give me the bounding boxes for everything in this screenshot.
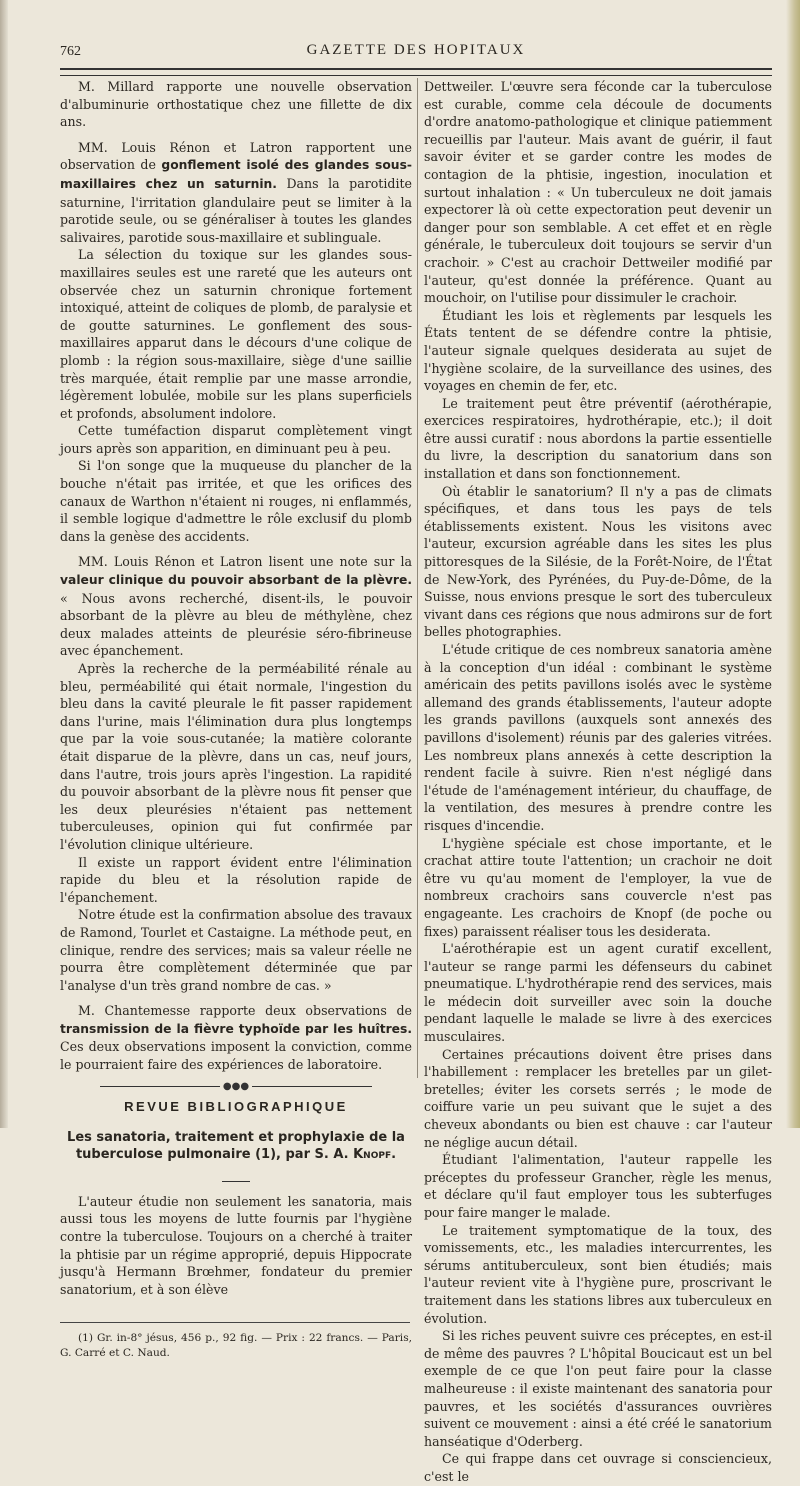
paragraph-symptomatique: Le traitement symptomatique de la toux, des vomissements, etc., les maladies intercurrentes, les sérums antituberculeux, sont bien étudiés; mais l'auteur revient vite à l'hygiène pure, proscrivant le traitement dans les stations libres aux tuberculeux en évolution.	[424, 1222, 772, 1326]
paragraph-dettweiler: Dettweiler. L'œuvre sera féconde car la tuberculose est curable, comme cela découle de documents d'ordre anatomo-pathologique et clinique patiemment recueillis par l'auteur. Mais avant de guérir, il faut savoir éviter et se garder contre les modes de contagion de la phtisie, ingestion, inoculation et surtout inhalation : « Un tuberculeux ne doit jamais expectorer là où cette expectoration peut devenir un danger pour son semblable. A cet effet et en règle générale, le tuberculeux doit toujours se servir d'un crachoir. » C'est au crachoir Dettweiler modifié par l'auteur, qu'est donnée la préférence. Quant au mouchoir, on l'utilise pour dissimuler le crachoir.	[424, 79, 772, 306]
paragraph-rapport: Il existe un rapport évident entre l'élimination rapide du bleu et la résolution rapide de l'épanchement.	[60, 854, 412, 905]
paragraph-tumefaction: Cette tuméfaction disparut complètement vingt jours après son apparition, en diminuant peu à peu.	[60, 423, 412, 456]
page-header	[60, 42, 772, 64]
paragraph-etude-critique: L'étude critique de ces nombreux sanatoria amène à la conception d'un idéal : combinant le système américain des petits pavillons isolés avec le système allemand des grands établissements, l'auteur adopte les grands pavillons (auxquels sont annexés des pavillons d'isolement) réunis par des galeries vitrées. Les nombreux plans annexés à cette description la rendent facile à suivre. Rien n'est négligé dans l'étude de l'aménagement intérieur, du chauffage, de la ventilation, des mesures à prendre contre les risques d'incendie.	[424, 642, 772, 833]
paragraph-hygiene: L'hygiène spéciale est chose importante, et le crachat attire toute l'attention; un crachoir ne doit être vu qu'au moment de l'employer, la vue de nombreux crachoirs sans couvercle n'est pas engageante. Les crachoirs de Knopf (de poche ou fixes) paraissent réaliser tous les desiderata.	[424, 835, 772, 939]
left-column	[60, 78, 412, 1361]
footnote-rule	[60, 1322, 410, 1323]
renon-rest-text: Dans la parotidite saturnine, l'irritation glandulaire peut se limiter à la parotide seule, ou se généraliser à toutes les glandes salivaires, parotide sous-maxillaire et sublinguale.	[60, 175, 412, 245]
renon-intro-text: MM. Louis Rénon et Latron rapportent une observation de	[60, 139, 412, 173]
page-edge-right	[786, 0, 800, 1128]
paragraph-alimentation: Étudiant l'alimentation, l'auteur rappelle les préceptes du professeur Grancher, règle les menus, et déclare qu'il faut employer tous les subterfuges pour faire manger le malade.	[424, 1152, 772, 1220]
valeur-intro-text: MM. Louis Rénon et Latron lisent une note sur la	[78, 554, 412, 570]
paragraph-selection: La sélection du toxique sur les glandes sous-maxillaires seules est une rareté que les auteurs ont observée chez un saturnin chronique fortement intoxiqué, atteint de coliques de plomb, de paralysie et de goutte saturnines. Le gonflement des sous-maxillaires apparut dans le décours d'une colique de plomb : la région sous-maxillaire, siège d'une saillie très marquée, était remplie par une masse arrondie, légèrement lobulée, mobile sur les plans superficiels et profonds, absolument indolore.	[60, 247, 412, 421]
section-ornament: ●●●	[60, 1082, 412, 1092]
paragraph-lois: Étudiant les lois et règlements par lesquels les États tentent de se défendre contre la phtisie, l'auteur signale quelques desiderata au sujet de l'hygiène scolaire, de la surveillance des usines, des voyages en chemin de fer, etc.	[424, 307, 772, 394]
paragraph-apres: Après la recherche de la perméabilité rénale au bleu, perméabilité qui était normale, l'ingestion du bleu dans la cavité pleurale le fit passer rapidement dans l'urine, mais l'élimination dura plus longtemps que par la voie sous-cutanée; la matière colorante était disparue de la plèvre, dans un cas, neuf jours, dans l'autre, trois jours après l'ingestion. La rapidité du pouvoir absorbant de la plèvre nous fit penser que les deux pleurésies n'étaient pas nettement tuberculeuses, opinion qui fut confirmée par l'évolution clinique ultérieure.	[60, 661, 412, 852]
article-author: Knopf.	[353, 1147, 397, 1163]
page-edge-left	[0, 0, 8, 1128]
paragraph-notre-etude: Notre étude est la confirmation absolue des travaux de Ramond, Tourlet et Castaigne. La méthode peut, en clinique, rendre des services; mais sa valeur réelle ne pourra être complètement déterminée que par l'analyse d'un très grand nombre de cas. »	[60, 907, 412, 993]
paragraph-millard: M. Millard rapporte une nouvelle observation d'albuminurie orthostatique chez une fillette de dix ans.	[60, 79, 412, 130]
paragraph-renon-saturnin	[60, 139, 412, 247]
page-number: 762	[60, 44, 81, 59]
paragraph-muqueuse: Si l'on songe que la muqueuse du plancher de la bouche n'était pas irritée, et que les orifices des canaux de Warthon n'étaient ni rouges, ni enflammés, il semble logique d'admettre le rôle exclusif du plomb dans la genèse des accidents.	[60, 458, 412, 544]
paragraph-precautions: Certaines précautions doivent être prises dans l'habillement : remplacer les bretelles par un gilet-bretelles; éviter les corsets serrés ; le mode de coiffure varie un peu suivant que le sujet a des cheveux abondants ou bien est chauve : car l'auteur ne néglige aucun détail.	[424, 1046, 772, 1150]
valeur-rest-text: « Nous avons recherché, disent-ils, le pouvoir absorbant de la plèvre au bleu de méthylène, chez deux malades atteints de pleurésie séro-fibrineuse avec épanchement.	[60, 590, 412, 659]
renon-bold-title: gonflement isolé des glandes sous-maxillaires chez un saturnin.	[60, 158, 412, 191]
section-heading: REVUE BIBLIOGRAPHIQUE	[124, 1098, 348, 1114]
chantemesse-intro-text: M. Chantemesse rapporte deux observations de	[78, 1003, 412, 1019]
column-divider	[417, 78, 418, 1078]
paragraph-aerotherapie: L'aérothérapie est un agent curatif excellent, l'auteur se range parmi les défenseurs du cabinet pneumatique. L'hydrothérapie rend des services, mais le médecin doit surveiller avec soin la douche pendant laquelle le malade se livre à des exercices musculaires.	[424, 941, 772, 1045]
valeur-bold-title: valeur clinique du pouvoir absorbant de la plèvre.	[60, 573, 412, 588]
right-column	[424, 78, 772, 1486]
chantemesse-rest-text: Ces deux observations imposent la conviction, comme le pourraient faire des expériences de laboratoire.	[60, 1039, 412, 1073]
chantemesse-bold-title: transmission de la fièvre typhoïde par les huîtres.	[60, 1021, 412, 1036]
paragraph-chantemesse	[60, 1002, 412, 1073]
article-rule	[60, 1169, 412, 1187]
paragraph-ce-qui-frappe: Ce qui frappe dans cet ouvrage si consciencieux, c'est le	[424, 1451, 772, 1484]
header-rule	[60, 68, 772, 76]
footnote: (1) Gr. in-8° jésus, 456 p., 92 fig. — Prix : 22 francs. — Paris, G. Carré et C. Naud.	[60, 1332, 412, 1360]
paragraph-ou-etablir: Où établir le sanatorium? Il n'y a pas de climats spécifiques, et dans tous les pays de tels établissements existent. Nous les visitons avec l'auteur, excursion agréable dans les sites les plus pittoresques de la Silésie, de la Forêt-Noire, de l'État de New-York, des Pyrénées, du Puy-de-Dôme, de la Suisse, nous envions presque le sort des tuberculeux vivant dans ces régions que nous admirons sur de fort belles photographies.	[424, 483, 772, 640]
paragraph-valeur-clinique	[60, 553, 412, 660]
journal-title: GAZETTE DES HOPITAUX	[306, 42, 526, 58]
paragraph-riches: Si les riches peuvent suivre ces préceptes, en est-il de même des pauvres ? L'hôpital Boucicaut est un bel exemple de ce que l'on peut faire pour la classe malheureuse : il existe maintenant des sanatoria pour pauvres, et les sociétés d'assurances ouvrières suivent ce mouvement : ainsi a été créé le sanatorium hanséatique d'Oderberg.	[424, 1328, 772, 1449]
article-title	[60, 1129, 412, 1163]
paragraph-traitement: Le traitement peut être préventif (aérothérapie, exercices respiratoires, hydrothérapie, etc.); il doit être aussi curatif : nous abordons la partie essentielle du livre, la description du sanatorium dans son installation et dans son fonctionnement.	[424, 395, 772, 482]
article-title-text: Les sanatoria, traitement et prophylaxie de la tuberculose pulmonaire (1), par S. A.	[67, 1130, 405, 1163]
paragraph-article-body: L'auteur étudie non seulement les sanatoria, mais aussi tous les moyens de lutte fournis par l'hygiène contre la tuberculose. Toujours on a cherché à traiter la phtisie par un régime approprié, depuis Hippocrate jusqu'à Hermann Brœhmer, fondateur du premier sanatorium, et à son élève	[60, 1193, 412, 1297]
